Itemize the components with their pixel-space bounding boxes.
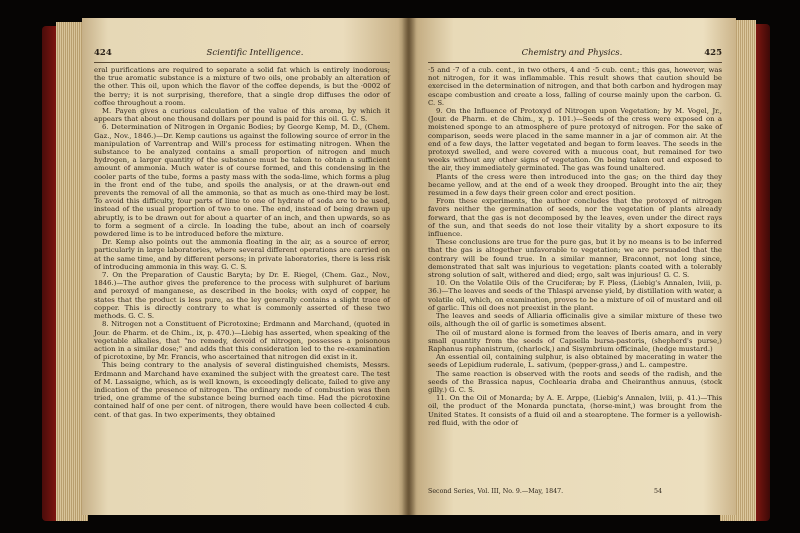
left-header-rule xyxy=(94,62,390,63)
right-page-footer xyxy=(428,488,722,495)
left-paragraph: M. Payen gives a curious calculation of the value of this aroma, by which it appears that about one thousand dollars per pound is paid for this oil. G. C. S. xyxy=(94,107,390,124)
right-running-head xyxy=(408,48,736,60)
left-paragraph: This being contrary to the analysis of several distinguished chemists, Messrs. Erdmann and Marchand have examined the subject with the greatest care. The test of M. Lassaigne, which, as is well known, is exceedingly delicate, failed to give any indication of the presence of nitrogen. The ordinary mode of combustion was then tried, one gramme of the substance being burned each time. Had the picrotoxine contained half of one per cent. of nitrogen, there would have been collected 4 cub. cent. of that gas. In two experiments, they obtained xyxy=(94,361,390,419)
left-running-head xyxy=(82,48,408,60)
left-page-number: 424 xyxy=(94,48,112,58)
left-body-text xyxy=(94,66,390,419)
right-paragraph: 10. On the Volatile Oils of the Cruciferæ; by F. Pless, (Liebig's Annalen, lviii, p. 36.)—The leaves and seeds of the Thlaspi arvense yield, by distillation with water, a volatile oil, which, on examination, proves to be a mixture of oil of mustard and oil of garlic. This oil does not preexist in the plant. xyxy=(428,279,722,312)
right-paragraph: ·5 and ·7 of a cub. cent., in two others, 4 and ·5 cub. cent.; this gas, however, was not nitrogen, for it was inflammable. This result shows that caution should be exercised in the determination of nitrogen, and that both carbon and hydrogen may escape combustion and create a loss, falling of course mainly upon the carbon. G. C. S. xyxy=(428,66,722,107)
open-book xyxy=(42,18,770,523)
right-paragraph: 9. On the Influence of Protoxyd of Nitrogen upon Vegetation; by M. Vogel, Jr., (Jour. de Pharm. et de Chim., x, p. 101.)—Seeds of the cress were exposed on a moistened sponge to an atmosphere of pure protoxyd of nitrogen. For the sake of comparison, seeds were placed in the same manner in a jar of common air. At the end of a few days, the latter vegetated and began to form leaves. The seeds in the protoxyd swelled, and were covered with a mucous coat, but remained for two weeks without any other signs of vegetation. On being taken out and exposed to the air, they immediately germinated. The gas was found unaltered. xyxy=(428,107,722,173)
right-paragraph: Plants of the cress were then introduced into the gas; on the third day they became yellow, and at the end of a week they drooped. Brought into the air, they resumed in a few days their green color and erect position. xyxy=(428,172,722,198)
left-page xyxy=(82,18,408,515)
left-paragraph: Dr. Kemp also points out the ammonia floating in the air, as a source of error, particularly in large laboratories, where several different operations are carried on at the same time, and by different persons; in private laboratories, there is less risk of introducing ammonia in this way. G. C. S. xyxy=(94,238,390,271)
right-header-rule xyxy=(428,62,722,63)
right-running-title: Chemistry and Physics. xyxy=(521,48,623,58)
right-paragraph: From these experiments, the author concludes that the protoxyd of nitrogen favors neither the germination of seeds, nor the vegetation of plants already forward, that the gas is not decomposed by the leaves, even under the direct rays of the sun, and that seeds do not lose their vitality by a short exposure to its influence. xyxy=(428,197,722,239)
right-paragraph: The leaves and seeds of Alliaria officinalis give a similar mixture of these two oils, although the oil of garlic is sometimes absent. xyxy=(428,312,722,329)
series-footer: Second Series, Vol. III, No. 9.—May, 1847. xyxy=(428,488,564,495)
right-paragraph: An essential oil, containing sulphur, is also obtained by macerating in water the seeds of Lepidium ruderale, L. sativum, (pepper-grass,) and L. campestre. xyxy=(428,353,722,370)
left-paragraph: 6. Determination of Nitrogen in Organic Bodies; by George Kemp, M. D., (Chem. Gaz., Nov., 1846.)—Dr. Kemp cautions us against the following source of error in the manipulation of Varrentrap and Will's process for estimating nitrogen. When the substance to be analyzed contains a small proportion of nitrogen and much hydrogen, a larger quantity of the substance must be taken to obtain a sufficient amount of ammonia. Much water is of course formed, and this condensing in the cooler parts of the tube, forms a pasty mass with the soda-lime, which forms a plug in the front end of the tube, and spoils the analysis, or at the drawn-out end prevents the removal of all the ammonia, so that as much as one-third may be lost. To avoid this difficulty, four parts of lime to one of hydrate of soda are to be used, instead of the usual proportion of two to one. The end, instead of being drawn up abruptly, is to be drawn out for about a quarter of an inch, and then upwards, so as to form a segment of a circle. In loading the tube, about an inch of coarsely powdered lime is to be introduced before the mixture. xyxy=(94,123,390,239)
right-paragraph: These conclusions are true for the pure gas, but it by no means is to be inferred that the gas is altogether unfavorable to vegetation; we are persuaded that the contrary will be found true. In a similar manner, Braconnot, not long since, demonstrated that salt was injurious to vegetation: plants coated with a tolerably strong solution of salt, withered and died; ergo, salt was injurious! G. C. S. xyxy=(428,238,722,280)
right-paragraph: 11. On the Oil of Monarda; by A. E. Arppe, (Liebig's Annalen, lviii, p. 41.)—This oil, the product of the Monarda punctata, (horse-mint,) was brought from the United States. It consists of a fluid oil and a stearoptene. The former is a yellowish-red fluid, with the odor of xyxy=(428,394,722,427)
right-page-number: 425 xyxy=(704,48,722,58)
book-gutter xyxy=(402,18,416,515)
left-paragraph: 7. On the Preparation of Caustic Baryta; by Dr. E. Riegel, (Chem. Gaz., Nov., 1846.)—The author gives the preference to the process with sulphuret of barium and peroxyd of manganese, as described in the books; with oxyd of copper, he states that the product is less pure, as the ley generally contains a slight trace of copper. This is directly contrary to what is commonly asserted of these two methods. G. C. S. xyxy=(94,271,390,321)
right-page xyxy=(408,18,736,515)
left-running-title: Scientific Intelligence. xyxy=(206,48,304,58)
right-paragraph: The oil of mustard alone is formed from the leaves of Iberis amara, and in very small quantity from the seeds of Capsella bursa-pastoris, (shepherd's purse,) Raphanus raphanistrum, (charlock,) and Sisymbrium officinale, (hedge mustard.) xyxy=(428,328,722,353)
right-body-text xyxy=(428,66,722,427)
left-paragraph: 8. Nitrogen not a Constituent of Picrotoxine; Erdmann and Marchand, (quoted in Jour. de Pharm. et de Chim., ix, p. 470.)—Liebig has asserted, when speaking of the vegetable alkalies, that "no remedy, devoid of nitrogen, possesses a poisonous action in a similar dose;" and adds that this consideration led to the re-examination of picrotoxine, by Mr. Francis, who ascertained that nitrogen did exist in it. xyxy=(94,320,390,362)
left-paragraph: eral purifications are required to separate a solid fat which is entirely inodorous; the true aromatic substance is a mixture of two oils, one probably an alteration of the other. This oil, upon which the flavor of the coffee depends, is but the ·0002 of the berry; it is not surprising, therefore, that a single drop diffuses the odor of coffee throughout a room. xyxy=(94,66,390,107)
signature-mark: 54 xyxy=(653,488,662,495)
right-paragraph: The same reaction is observed with the roots and seeds of the radish, and the seeds of the Brassica napus, Cochlearia draba and Cheiranthus annuus, (stock gilly.) G. C. S. xyxy=(428,369,722,394)
